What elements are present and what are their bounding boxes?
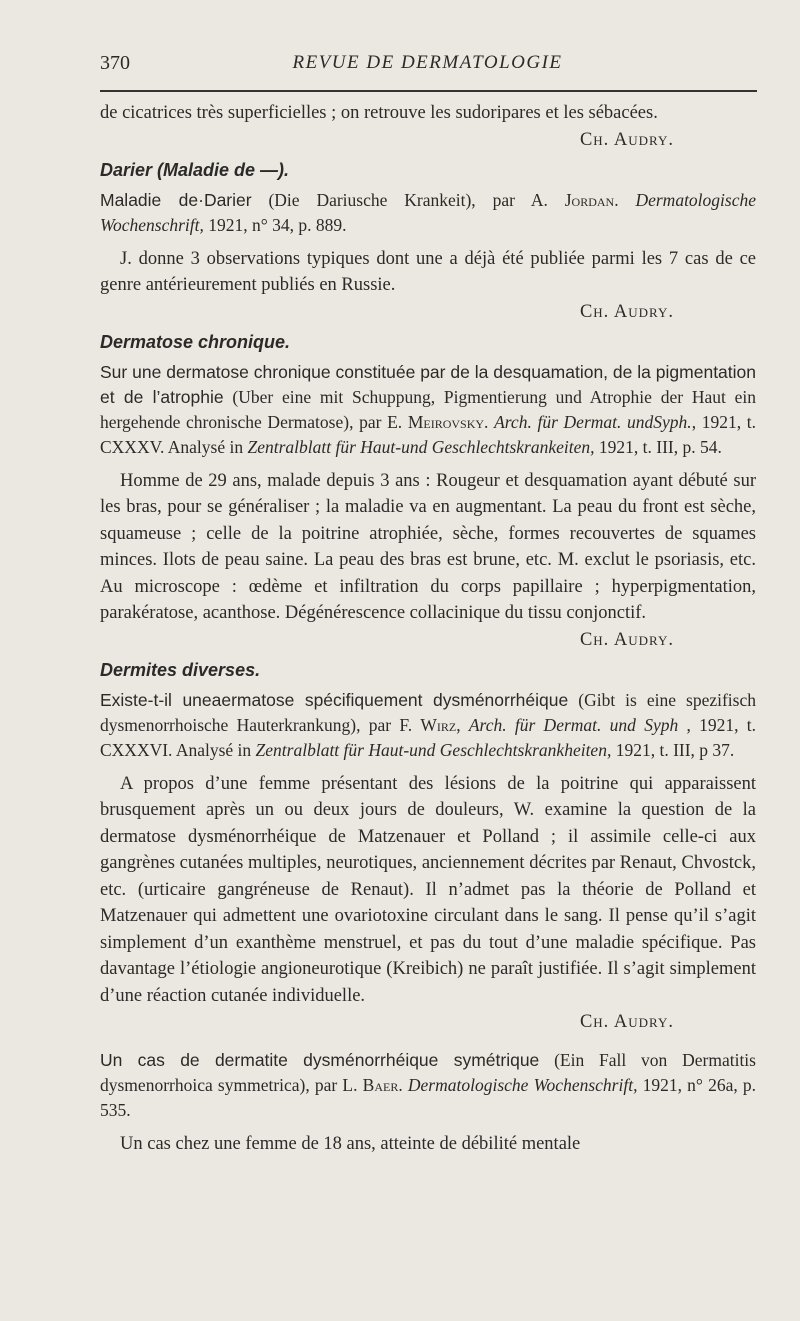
entry-text: . <box>614 189 636 210</box>
entry-text: , <box>456 714 469 735</box>
entry-text: (Ein Fall von Dermatitis dysmenorrhoica symmetrica), par L. <box>100 1049 756 1095</box>
entry-text: (Die Dariusche Krankeit), par A. <box>251 189 565 210</box>
entry-journal: Zentralblatt für Haut-und Geschlechtskrankheiten, <box>255 739 612 760</box>
bibliographic-entry <box>100 1048 756 1123</box>
section-heading-dermites: Dermites diverses. <box>100 660 261 680</box>
header-rule <box>100 90 757 92</box>
entry-text: 1921, t. III, p. 54. <box>594 436 722 457</box>
signature: Ch. Audry. <box>579 129 674 150</box>
entry-title: Un cas de dermatite dysménorrhéique symétrique <box>100 1049 540 1070</box>
entry-journal: Zentralblatt für Haut-und Geschlechtskrankeiten, <box>247 436 595 457</box>
entry-journal: Arch. für Dermat. und Syph <box>468 714 679 735</box>
bibliographic-entry <box>100 360 756 460</box>
entry-title: Sur une dermatose chronique constituée par de la desquamation, de la pigmentation et de l’atrophie <box>100 361 756 407</box>
page-header <box>100 52 755 82</box>
page-number: 370 <box>100 52 130 74</box>
section-heading-darier: Darier (Maladie de —). <box>100 160 290 180</box>
running-title: REVUE DE DERMATOLOGIE <box>292 52 563 73</box>
signature: Ch. Audry. <box>579 1012 674 1032</box>
entry-text: (Uber eine mit Schuppung, Pigmentierung und Atrophie der Haut ein hergehende chronische Dermatose), par E. <box>100 386 756 432</box>
signature: Ch. Audry. <box>579 301 674 322</box>
entry-journal: Dermatologische Wochenschrift, <box>407 1074 638 1095</box>
entry-text: (Gibt is eine spezifisch dysmenorrhoische Hauterkrankung), par F. <box>100 689 756 735</box>
entry-text: 1921, n° 26a, p. 535. <box>100 1074 757 1120</box>
entry-author: Jordan <box>564 189 615 210</box>
entry-text: , 1921, t. CXXXV. Analysé in <box>100 411 756 457</box>
entry-author: Meirovsky <box>407 411 485 432</box>
paragraph: de cicatrices très superficielles ; on retrouve les sudoripares et les sébacées. <box>100 103 658 123</box>
paragraph: J. donne 3 observations typiques dont une a déjà été publiée parmi les 7 cas de ce genre antérieurement publiés en Russie. <box>100 248 756 295</box>
bibliographic-entry <box>100 688 756 763</box>
entry-journal: Dermatologische Wochenschrift, <box>100 189 757 235</box>
entry-title: Maladie de·Darier <box>100 189 252 210</box>
entry-text: . <box>484 411 495 432</box>
entry-journal: Arch. für Dermat. undSyph. <box>494 411 692 432</box>
paragraph: Un cas chez une femme de 18 ans, atteinte de débilité mentale <box>120 1133 581 1154</box>
section-heading-dermatose: Dermatose chronique. <box>100 332 291 352</box>
entry-text: 1921, n° 34, p. 889. <box>203 214 347 235</box>
entry-text: . <box>398 1074 408 1095</box>
signature: Ch. Audry. <box>579 629 674 650</box>
entry-author: Wirz <box>420 714 457 735</box>
entry-title: Existe-t-il uneaermatose spécifiquement dysménorrhéique <box>100 689 569 710</box>
page-body <box>100 100 756 1157</box>
entry-text: 1921, t. III, p 37. <box>611 739 735 760</box>
paragraph: Homme de 29 ans, malade depuis 3 ans : Rougeur et desquamation ayant débuté sur les bras, pour se généraliser ; la maladie va en augmentant. La peau du front est sèche, squameuse ; celle de la poitrine atrophiée, sèche, formes recouvertes de squames minces. Ilots de peau saine. La peau des bras est brune, etc. M. exclut le psoriasis, etc. Au microscope : œdème et infiltration du corps papillaire ; hyperpigmentation, parakératose, acanthose. Dégénérescence collacinique du tissu conjonctif. <box>100 470 756 623</box>
paragraph: A propos d’une femme présentant des lésions de la poitrine qui apparaissent brusquement après un ou deux jours de douleurs, W. examine la question de la dermatose dysménorrhéique de Matzenauer et Polland ; il assimile celle-ci aux gangrènes cutanées multiples, neurotiques, anciennement décrites par Renaut, Chvostck, etc. (urticaire gangréneuse de Renaut). Il n’admet pas la théorie de Polland et Matzenauer qui admettent une ovariotoxine circulant dans le sang. Il pense qu’il s’agit simplement d’un exanthème menstruel, et pas du tout d’une maladie spécifique. Pas davantage l’étiologie angioneurotique (Kreibich) ne paraît justifiée. Il s’agit simplement d’une réaction cutanée individuelle. <box>100 773 756 1006</box>
entry-text: , 1921, t. CXXXVI. Analysé in <box>100 714 757 760</box>
bibliographic-entry <box>100 188 756 238</box>
entry-author: Baer <box>362 1074 399 1095</box>
